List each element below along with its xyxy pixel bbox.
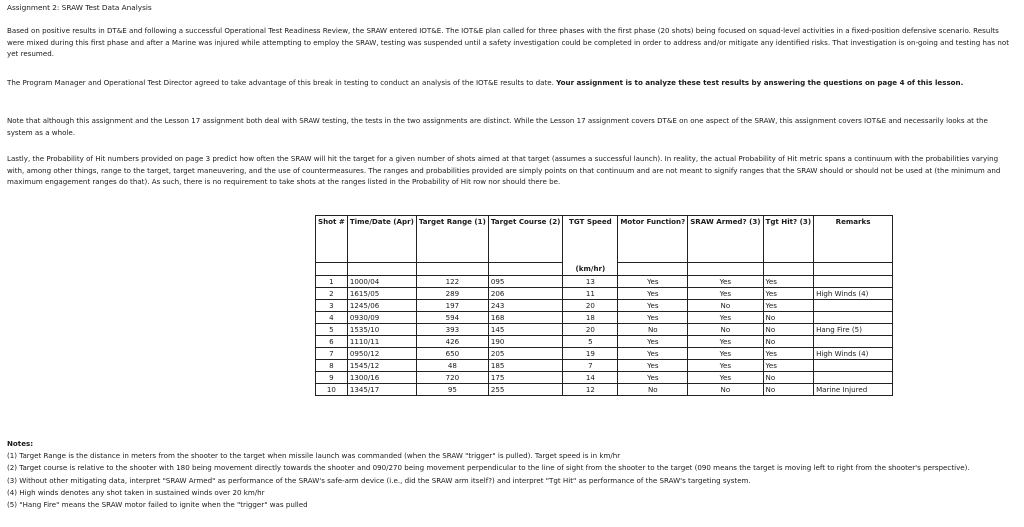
cell-shot: 9 (316, 371, 348, 383)
cell-range: 393 (416, 323, 488, 335)
cell-range: 122 (416, 275, 488, 287)
cell-hit: Yes (763, 359, 814, 371)
note-1: (1) Target Range is the distance in meters from the shooter to the target when missile launch was commanded (when the SRAW "trigger" is pulled). Target speed is in km/hr (7, 451, 621, 461)
cell-range: 720 (416, 371, 488, 383)
cell-armed: Yes (688, 335, 763, 347)
cell-shot: 6 (316, 335, 348, 347)
col-time: Time/Date (Apr) (347, 216, 416, 263)
cell-shot: 2 (316, 287, 348, 299)
cell-time: 1615/05 (347, 287, 416, 299)
cell-armed: No (688, 323, 763, 335)
table-row (316, 287, 893, 299)
cell-range: 650 (416, 347, 488, 359)
page-title: Assignment 2: SRAW Test Data Analysis (7, 3, 152, 12)
table-row (316, 359, 893, 371)
cell-armed: Yes (688, 359, 763, 371)
cell-remarks (814, 359, 893, 371)
cell-hit: Yes (763, 347, 814, 359)
cell-shot: 8 (316, 359, 348, 371)
table-row (316, 347, 893, 359)
note-4: (4) High winds denotes any shot taken in sustained winds over 20 km/hr (7, 487, 265, 497)
cell-speed: 19 (563, 347, 618, 359)
cell-speed: 14 (563, 371, 618, 383)
cell-motor: Yes (618, 287, 688, 299)
cell-armed: No (688, 299, 763, 311)
col-course: Target Course (2) (488, 216, 563, 263)
col-armed: SRAW Armed? (3) (688, 216, 763, 263)
cell-armed: Yes (688, 371, 763, 383)
cell-remarks: High Winds (4) (814, 347, 893, 359)
cell-hit: No (763, 383, 814, 395)
table-row (316, 335, 893, 347)
col-remarks: Remarks (814, 216, 893, 263)
table-row (316, 383, 893, 395)
cell-remarks (814, 299, 893, 311)
note-paragraph: Note that although this assignment and the Lesson 17 assignment both deal with SRAW testing, the tests in the two assignments are distinct. While the Lesson 17 assignment covers DT&E on one aspect of the SRAW, this assignment covers IOT&E and necessarily looks at the system as a whole. (7, 116, 988, 137)
cell-remarks: High Winds (4) (814, 287, 893, 299)
cell-time: 1110/11 (347, 335, 416, 347)
cell-armed: Yes (688, 287, 763, 299)
cell-remarks: Hang Fire (5) (814, 323, 893, 335)
col-hit: Tgt Hit? (3) (763, 216, 814, 263)
cell-motor: Yes (618, 275, 688, 287)
cell-remarks: Marine Injured (814, 383, 893, 395)
cell-shot: 1 (316, 275, 348, 287)
cell-speed: 7 (563, 359, 618, 371)
cell-time: 1345/17 (347, 383, 416, 395)
cell-motor: No (618, 323, 688, 335)
probability-paragraph: Lastly, the Probability of Hit numbers provided on page 3 predict how often the SRAW will hit the target for a given number of shots aimed at that target (assumes a successful launch). In reality, the actual Probability of Hit metric spans a continuum with the probabilities varying with, among other things, range to the target, target maneuvering, and the use of countermeasures. The ranges and probabilities provided are simply points on that continuum and are not meant to signify ranges that the SRAW should or should not be used at (the minimum and maximum engagement ranges do that). As such, there is no requirement to take shots at the ranges listed in the Probability of Hit row nor should there be. (7, 154, 1001, 187)
col-range: Target Range (1) (416, 216, 488, 263)
intro-paragraph: Based on positive results in DT&E and following a successful Operational Test Readiness Review, the SRAW entered IOT&E. The IOT&E plan called for three phases with the first phase (20 shots) being focused on squad-level activities in a fixed-position defensive scenario. Results were mixed during this first phase and after a Marine was injured while attempting to employ the SRAW, testing was suspended until a safety investigation could be completed in order to address and/or mitigate any identified risks. That investigation is on-going and testing has not yet resumed. (7, 26, 1009, 59)
assignment-text: The Program Manager and Operational Test Director agreed to take advantage of this break in testing to conduct an analysis of the IOT&E results to date. (7, 78, 554, 87)
cell-range: 426 (416, 335, 488, 347)
cell-time: 1535/10 (347, 323, 416, 335)
table-row (316, 323, 893, 335)
cell-shot: 3 (316, 299, 348, 311)
cell-hit: No (763, 335, 814, 347)
cell-shot: 7 (316, 347, 348, 359)
cell-range: 197 (416, 299, 488, 311)
cell-speed: 13 (563, 275, 618, 287)
cell-range: 289 (416, 287, 488, 299)
test-data-table (315, 215, 893, 396)
note-3: (3) Without other mitigating data, interpret "SRAW Armed" as performance of the SRAW's safe-arm device (i.e., did the SRAW arm itself?) and interpret "Tgt Hit" as performance of the SRAW's targeting system. (7, 475, 751, 485)
note-5: (5) "Hang Fire" means the SRAW motor failed to ignite when the "trigger" was pulled (7, 500, 308, 510)
cell-motor: Yes (618, 335, 688, 347)
col-tgt-speed (563, 216, 618, 263)
cell-shot: 10 (316, 383, 348, 395)
cell-armed: No (688, 383, 763, 395)
cell-hit: Yes (763, 287, 814, 299)
assignment-instruction: Your assignment is to analyze these test results by answering the questions on page 4 of this lesson. (556, 78, 964, 87)
cell-hit: No (763, 371, 814, 383)
cell-course: 145 (488, 323, 563, 335)
table-row (316, 275, 893, 287)
cell-course: 205 (488, 347, 563, 359)
cell-hit: Yes (763, 275, 814, 287)
cell-speed: 11 (563, 287, 618, 299)
notes-heading: Notes: (7, 439, 34, 448)
cell-range: 48 (416, 359, 488, 371)
cell-shot: 4 (316, 311, 348, 323)
cell-time: 0950/12 (347, 347, 416, 359)
notes-section (7, 438, 1017, 511)
cell-hit: No (763, 311, 814, 323)
cell-motor: Yes (618, 371, 688, 383)
cell-remarks (814, 275, 893, 287)
cell-shot: 5 (316, 323, 348, 335)
cell-remarks (814, 335, 893, 347)
cell-remarks (814, 371, 893, 383)
cell-course: 185 (488, 359, 563, 371)
col-motor: Motor Function? (618, 216, 688, 263)
cell-motor: Yes (618, 347, 688, 359)
cell-course: 190 (488, 335, 563, 347)
cell-speed: 20 (563, 299, 618, 311)
col-shot: Shot # (316, 216, 348, 263)
cell-motor: Yes (618, 311, 688, 323)
cell-motor: No (618, 383, 688, 395)
cell-motor: Yes (618, 359, 688, 371)
cell-time: 1245/06 (347, 299, 416, 311)
cell-time: 1300/16 (347, 371, 416, 383)
cell-remarks (814, 311, 893, 323)
assignment-paragraph (7, 77, 1015, 89)
col-tgt-speed-label: TGT Speed (569, 217, 612, 226)
cell-time: 1545/12 (347, 359, 416, 371)
note-2: (2) Target course is relative to the shooter with 180 being movement directly towards the shooter and 090/270 being movement perpendicular to the line of sight from the shooter to the target (090 means the target is moving left to right from the shooter's perspective). (7, 463, 970, 473)
cell-speed: 12 (563, 383, 618, 395)
cell-armed: Yes (688, 311, 763, 323)
table-row (316, 371, 893, 383)
cell-time: 0930/09 (347, 311, 416, 323)
cell-hit: No (763, 323, 814, 335)
cell-course: 243 (488, 299, 563, 311)
cell-armed: Yes (688, 275, 763, 287)
table-row (316, 299, 893, 311)
cell-range: 594 (416, 311, 488, 323)
cell-course: 095 (488, 275, 563, 287)
cell-speed: 18 (563, 311, 618, 323)
table-row (316, 311, 893, 323)
cell-course: 168 (488, 311, 563, 323)
col-tgt-speed-unit: (km/hr) (563, 263, 618, 276)
cell-range: 95 (416, 383, 488, 395)
cell-armed: Yes (688, 347, 763, 359)
cell-course: 206 (488, 287, 563, 299)
cell-time: 1000/04 (347, 275, 416, 287)
cell-course: 175 (488, 371, 563, 383)
cell-speed: 5 (563, 335, 618, 347)
cell-hit: Yes (763, 299, 814, 311)
cell-motor: Yes (618, 299, 688, 311)
cell-course: 255 (488, 383, 563, 395)
cell-speed: 20 (563, 323, 618, 335)
